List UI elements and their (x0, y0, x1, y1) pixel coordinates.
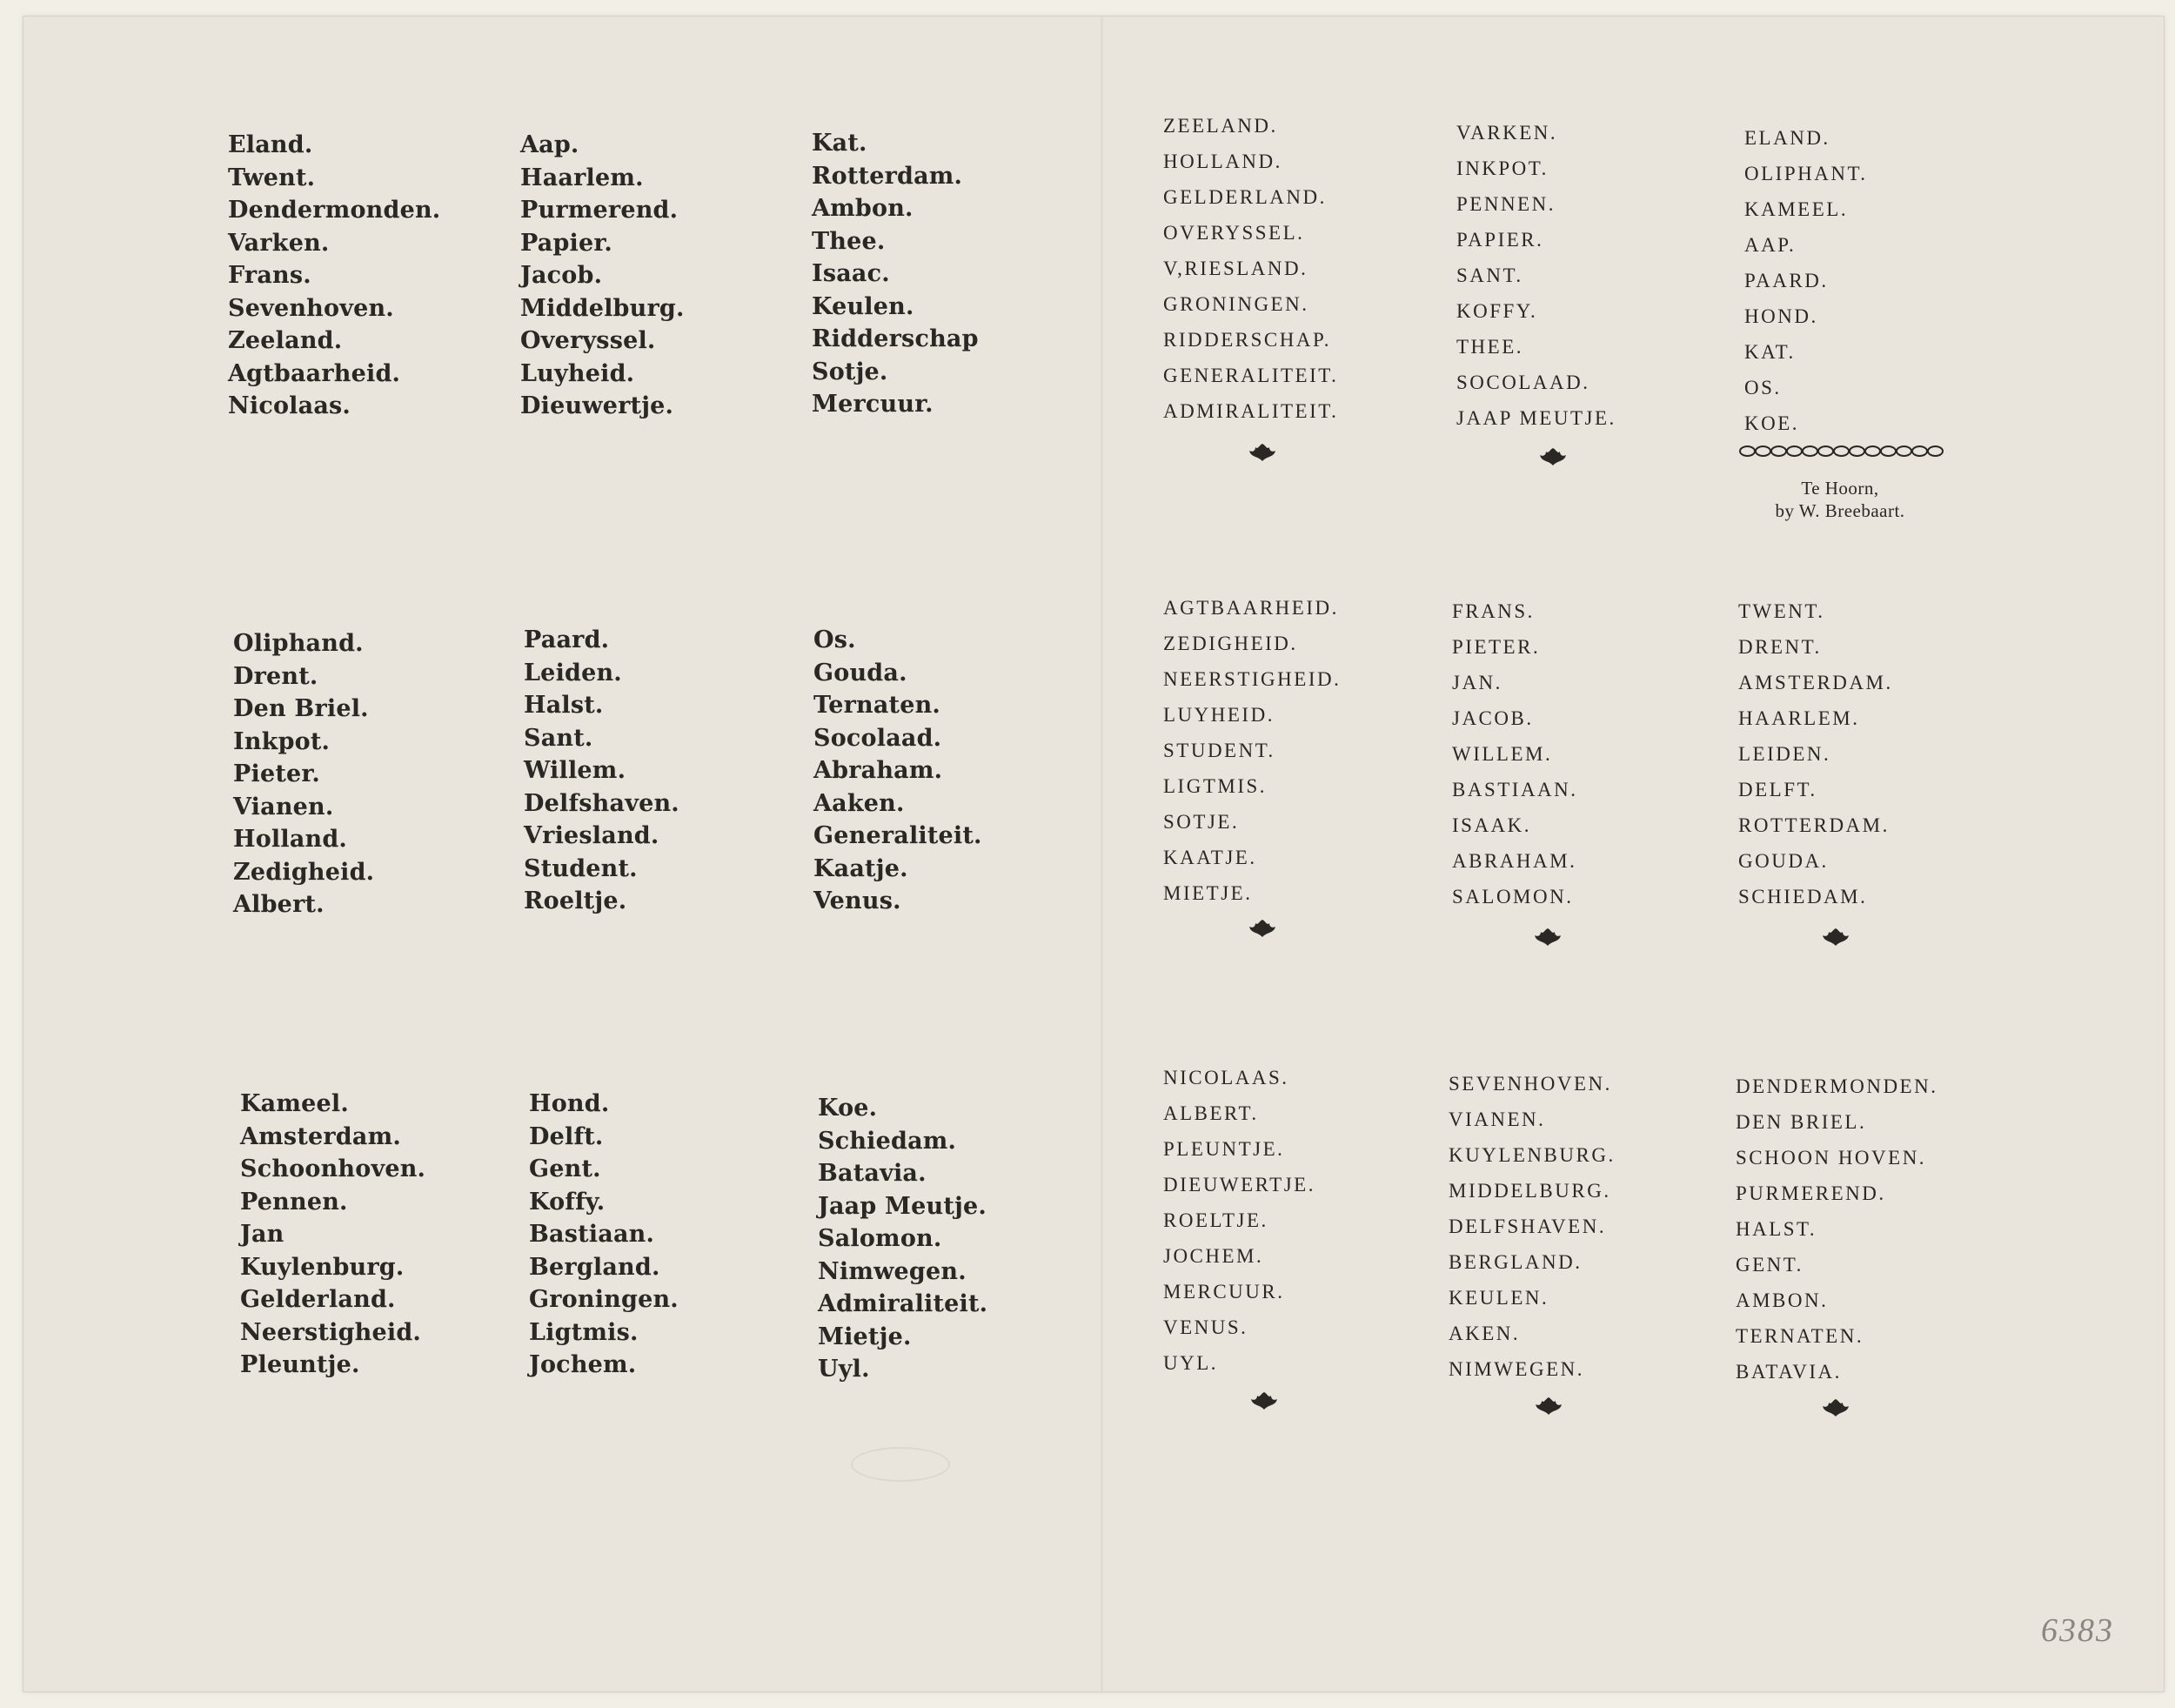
word-entry: Roeltje. (524, 887, 627, 914)
right-block3-col1 (1163, 1060, 1315, 1381)
word-entry: SEVENHOVEN. (1449, 1073, 1612, 1095)
word-entry: Socolaad. (813, 724, 942, 752)
word-entry: Schiedam. (818, 1127, 957, 1155)
word-entry: AMSTERDAM. (1738, 672, 1893, 693)
word-entry: Mietje. (818, 1323, 912, 1350)
word-entry: LUYHEID. (1163, 704, 1275, 726)
word-entry: GRONINGEN. (1163, 293, 1309, 315)
left-block1-col2 (520, 129, 685, 423)
word-entry: Frans. (228, 262, 311, 289)
word-entry: Sant. (524, 724, 593, 752)
fleuron-ornament-icon (1533, 927, 1563, 948)
imprint-place: Te Hoorn, (1801, 478, 1879, 499)
word-entry: Dieuwertje. (520, 392, 674, 419)
word-entry: Delfshaven. (524, 789, 679, 817)
word-entry: STUDENT. (1163, 740, 1275, 761)
word-entry: Abraham. (813, 757, 943, 784)
word-entry: JOCHEM. (1163, 1245, 1264, 1267)
word-entry: HOND. (1744, 305, 1818, 327)
chain-ornament-border (1739, 445, 1943, 461)
word-entry: NIMWEGEN. (1449, 1358, 1584, 1380)
word-entry: Neerstigheid. (240, 1318, 422, 1346)
word-entry: ROELTJE. (1163, 1209, 1268, 1231)
word-entry: Eland. (228, 131, 313, 158)
word-entry: Albert. (233, 891, 325, 918)
word-entry: Aaken. (813, 789, 905, 817)
word-entry: GENERALITEIT. (1163, 365, 1339, 386)
fleuron-ornament-icon (1249, 1390, 1279, 1411)
word-entry: Haarlem. (520, 164, 644, 191)
word-entry: ABRAHAM. (1452, 850, 1577, 872)
word-entry: Inkpot. (233, 727, 331, 755)
word-entry: Luyheid. (520, 359, 635, 387)
word-entry: ZEELAND. (1163, 115, 1278, 137)
word-entry: Middelburg. (520, 294, 685, 322)
word-entry: SCHIEDAM. (1738, 886, 1868, 908)
word-entry: FRANS. (1452, 600, 1535, 622)
left-block2-col2 (524, 624, 679, 918)
fleuron-ornament-icon (1248, 442, 1277, 463)
word-entry: GENT. (1736, 1254, 1804, 1276)
word-entry: PAPIER. (1456, 229, 1544, 251)
word-entry: OS. (1744, 377, 1782, 399)
word-entry: Venus. (813, 887, 901, 914)
word-entry: Student. (524, 854, 638, 882)
word-entry: Ridderschap (812, 325, 979, 352)
word-entry: JAN. (1452, 672, 1502, 693)
left-block2-col1 (233, 627, 374, 921)
word-entry: JAAP MEUTJE. (1456, 407, 1616, 429)
word-entry: Pieter. (233, 760, 320, 787)
word-entry: Twent. (228, 164, 316, 191)
word-entry: Pennen. (240, 1188, 348, 1216)
word-entry: KAMEEL. (1744, 198, 1849, 220)
word-entry: Gouda. (813, 659, 907, 687)
word-entry: KUYLENBURG. (1449, 1144, 1616, 1166)
word-entry: UYL. (1163, 1352, 1219, 1374)
word-entry: ROTTERDAM. (1738, 814, 1890, 836)
word-entry: HALST. (1736, 1218, 1817, 1240)
word-entry: DELFSHAVEN. (1449, 1216, 1607, 1237)
fleuron-ornament-icon (1248, 918, 1277, 939)
word-entry: Willem. (524, 757, 626, 784)
word-entry: Jacob. (520, 262, 603, 289)
word-entry: Salomon. (818, 1225, 942, 1252)
right-block1-col3 (1744, 120, 1868, 441)
word-entry: KOFFY. (1456, 300, 1538, 322)
word-entry: Papier. (520, 229, 612, 257)
word-entry: AGTBAARHEID. (1163, 597, 1339, 619)
right-block2-col3 (1738, 593, 1893, 914)
word-entry: Zeeland. (228, 327, 343, 354)
word-entry: VIANEN. (1449, 1109, 1546, 1130)
word-entry: Holland. (233, 826, 348, 853)
fleuron-ornament-icon (1821, 927, 1850, 948)
word-entry: Kat. (812, 130, 867, 157)
fleuron-ornament-icon (1534, 1396, 1563, 1417)
left-block3-col3 (818, 1092, 987, 1386)
word-entry: KAATJE. (1163, 847, 1257, 868)
word-entry: DENDERMONDEN. (1736, 1075, 1938, 1097)
imprint-printer: by W. Breebaart. (1775, 500, 1905, 521)
word-entry: NICOLAAS. (1163, 1067, 1289, 1088)
word-entry: LIGTMIS. (1163, 775, 1268, 797)
word-entry: Zedigheid. (233, 858, 375, 886)
catalog-number: 6383 (2041, 1612, 2114, 1649)
right-block1-col1 (1163, 108, 1338, 429)
word-entry: KEULEN. (1449, 1287, 1549, 1309)
word-entry: Kameel. (240, 1090, 349, 1117)
left-block3-col1 (240, 1088, 425, 1382)
word-entry: GOUDA. (1738, 850, 1829, 872)
word-entry: DIEUWERTJE. (1163, 1174, 1315, 1196)
word-entry: MIETJE. (1163, 882, 1253, 904)
word-entry: PENNEN. (1456, 193, 1556, 215)
right-block2-col1 (1163, 590, 1341, 911)
word-entry: Rotterdam. (812, 162, 963, 190)
right-block2-col2 (1452, 593, 1578, 914)
word-entry: Delft. (529, 1122, 604, 1150)
word-entry: SANT. (1456, 265, 1523, 286)
word-entry: Jan (240, 1221, 284, 1248)
word-entry: Uyl. (818, 1356, 870, 1383)
word-entry: Dendermonden. (228, 197, 441, 224)
word-entry: VARKEN. (1456, 122, 1558, 144)
word-entry: Gelderland. (240, 1286, 396, 1313)
word-entry: Jochem. (529, 1351, 637, 1378)
left-block2-col3 (813, 624, 982, 918)
word-entry: Jaap Meutje. (818, 1192, 987, 1220)
word-entry: SOTJE. (1163, 811, 1240, 833)
word-entry: Aap. (520, 131, 579, 158)
word-entry: ISAAK. (1452, 814, 1532, 836)
word-entry: GELDERLAND. (1163, 186, 1327, 208)
word-entry: HAARLEM. (1738, 707, 1860, 729)
fleuron-ornament-icon (1821, 1397, 1850, 1418)
word-entry: MERCUUR. (1163, 1281, 1285, 1303)
word-entry: Hond. (529, 1090, 610, 1117)
word-entry: Os. (813, 626, 856, 653)
word-entry: SOCOLAAD. (1456, 372, 1590, 393)
right-block1-col2 (1456, 115, 1616, 436)
word-entry: PIETER. (1452, 636, 1541, 658)
word-entry: ELAND. (1744, 127, 1830, 149)
word-entry: Ambon. (812, 195, 914, 222)
word-entry: Halst. (524, 692, 604, 719)
word-entry: Drent. (233, 662, 318, 690)
word-entry: Purmerend. (520, 197, 679, 224)
word-entry: Bergland. (529, 1253, 660, 1281)
word-entry: BERGLAND. (1449, 1251, 1583, 1273)
word-entry: Mercuur. (812, 391, 934, 418)
left-block1-col3 (812, 127, 979, 421)
word-entry: Nimwegen. (818, 1257, 967, 1285)
word-entry: KAT. (1744, 341, 1796, 363)
word-entry: TWENT. (1738, 600, 1825, 622)
word-entry: Keulen. (812, 292, 914, 320)
word-entry: TERNATEN. (1736, 1325, 1864, 1347)
word-entry: HOLLAND. (1163, 151, 1282, 172)
word-entry: SCHOON HOVEN. (1736, 1147, 1927, 1169)
fleuron-ornament-icon (1538, 446, 1568, 467)
word-entry: INKPOT. (1456, 157, 1549, 179)
word-entry: ADMIRALITEIT. (1163, 400, 1339, 422)
word-entry: DRENT. (1738, 636, 1822, 658)
word-entry: Koffy. (529, 1188, 606, 1216)
word-entry: BASTIAAN. (1452, 779, 1578, 800)
word-entry: RIDDERSCHAP. (1163, 329, 1331, 351)
word-entry: Thee. (812, 227, 886, 255)
word-entry: PLEUNTJE. (1163, 1138, 1285, 1160)
word-entry: Vianen. (233, 793, 334, 821)
word-entry: Nicolaas. (228, 392, 351, 419)
word-entry: WILLEM. (1452, 743, 1553, 765)
word-entry: KOE. (1744, 412, 1800, 434)
center-fold (1101, 17, 1103, 1691)
word-entry: VENUS. (1163, 1316, 1248, 1338)
word-entry: Ligtmis. (529, 1318, 639, 1346)
word-entry: Schoonhoven. (240, 1155, 426, 1182)
word-entry: Koe. (818, 1095, 878, 1122)
word-entry: Groningen. (529, 1286, 679, 1313)
word-entry: Pleuntje. (240, 1351, 360, 1378)
word-entry: Kuylenburg. (240, 1253, 405, 1281)
word-entry: Agtbaarheid. (228, 359, 401, 387)
right-block3-col2 (1449, 1066, 1616, 1387)
word-entry: PAARD. (1744, 270, 1829, 291)
word-entry: DELFT. (1738, 779, 1817, 800)
word-entry: Sevenhoven. (228, 294, 394, 322)
word-entry: Den Briel. (233, 695, 369, 722)
word-entry: BATAVIA. (1736, 1361, 1842, 1383)
word-entry: NEERSTIGHEID. (1163, 668, 1342, 690)
word-entry: V,RIESLAND. (1163, 258, 1308, 279)
word-entry: AAP. (1744, 234, 1797, 256)
word-entry: Oliphand. (233, 630, 364, 657)
right-block3-col3 (1736, 1068, 1937, 1390)
word-entry: Admiraliteit. (818, 1290, 988, 1317)
word-entry: PURMEREND. (1736, 1182, 1886, 1204)
word-entry: MIDDELBURG. (1449, 1180, 1611, 1202)
word-entry: JACOB. (1452, 707, 1534, 729)
word-entry: Varken. (228, 229, 330, 257)
word-entry: DEN BRIEL. (1736, 1111, 1867, 1133)
word-entry: AMBON. (1736, 1289, 1829, 1311)
word-entry: Leiden. (524, 659, 622, 687)
word-entry: Kaatje. (813, 854, 908, 882)
word-entry: Bastiaan. (529, 1221, 655, 1248)
collection-stamp (851, 1447, 950, 1482)
word-entry: OVERYSSEL. (1163, 222, 1305, 244)
word-entry: OLIPHANT. (1744, 163, 1868, 184)
word-entry: AKEN. (1449, 1323, 1521, 1344)
word-entry: SALOMON. (1452, 886, 1574, 908)
word-entry: Isaac. (812, 260, 890, 287)
word-entry: LEIDEN. (1738, 743, 1831, 765)
word-entry: Paard. (524, 626, 610, 653)
word-entry: THEE. (1456, 336, 1524, 358)
word-entry: Gent. (529, 1155, 601, 1182)
word-entry: Ternaten. (813, 692, 941, 719)
word-entry: ZEDIGHEID. (1163, 633, 1298, 654)
word-entry: Sotje. (812, 358, 888, 385)
left-block1-col1 (228, 129, 440, 423)
left-block3-col2 (529, 1088, 679, 1382)
word-entry: Vriesland. (524, 822, 659, 849)
word-entry: Batavia. (818, 1160, 927, 1187)
word-entry: ALBERT. (1163, 1102, 1259, 1124)
word-entry: Amsterdam. (240, 1122, 401, 1150)
word-entry: Generaliteit. (813, 822, 982, 849)
word-entry: Overyssel. (520, 327, 656, 354)
